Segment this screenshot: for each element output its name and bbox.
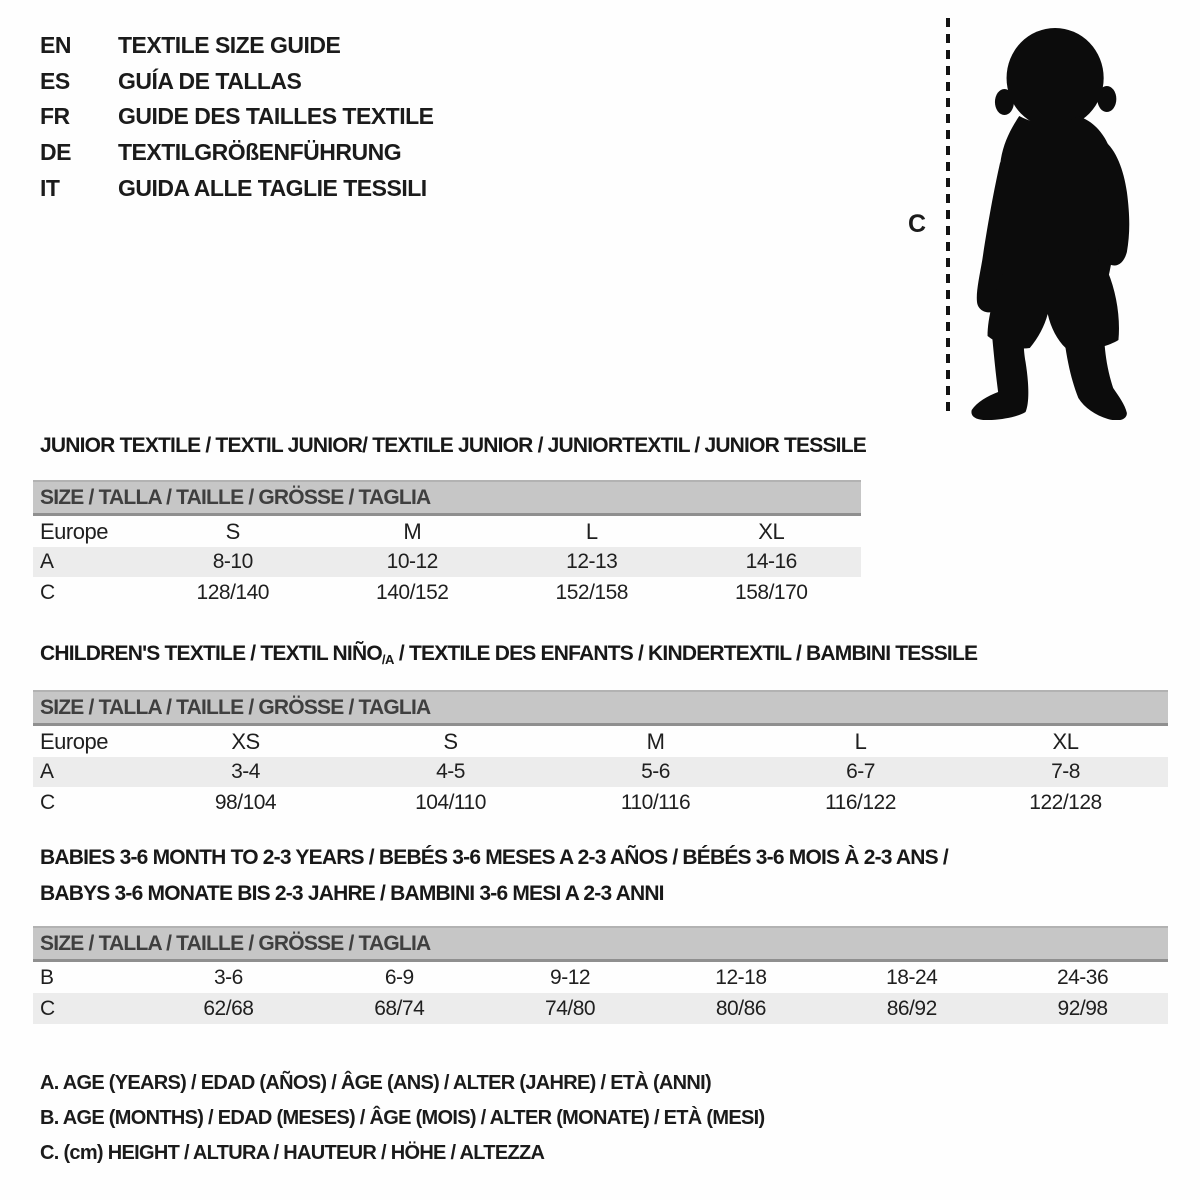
children-title-post: / TEXTILE DES ENFANTS / KINDERTEXTIL / BAMBINI TESSILE bbox=[393, 642, 978, 665]
table-cell: 110/116 bbox=[620, 790, 691, 814]
row-label: A bbox=[40, 760, 54, 783]
baby-silhouette bbox=[958, 20, 1148, 420]
table-cell: 152/158 bbox=[555, 580, 628, 604]
children-title-sub: /A bbox=[381, 652, 394, 667]
note-height-cm: C. (cm) HEIGHT / ALTURA / HAUTEUR / HÖHE / ALTEZZA bbox=[40, 1142, 545, 1164]
junior-size-table bbox=[33, 480, 861, 608]
table-cell: 62/68 bbox=[203, 996, 254, 1020]
table-cell: 12-18 bbox=[715, 965, 767, 989]
language-title: GUIDA ALLE TAGLIE TESSILI bbox=[118, 174, 427, 201]
table-cell: 128/140 bbox=[196, 580, 269, 604]
table-row-c bbox=[33, 577, 861, 608]
table-row-a bbox=[33, 547, 861, 577]
note-age-months: B. AGE (MONTHS) / EDAD (MESES) / ÂGE (MOIS) / ALTER (MONATE) / ETÀ (MESI) bbox=[40, 1107, 765, 1129]
table-cell: 104/110 bbox=[415, 790, 486, 814]
language-title: TEXTILE SIZE GUIDE bbox=[118, 32, 341, 59]
table-cell: 140/152 bbox=[376, 580, 449, 604]
header-cell: L bbox=[585, 518, 598, 544]
table-cell: 4-5 bbox=[436, 760, 465, 783]
row-label: B bbox=[40, 965, 54, 989]
header-cell: XL bbox=[1052, 728, 1079, 754]
table-cell: 116/122 bbox=[825, 790, 896, 814]
babies-section-title-line2: BABYS 3-6 MONATE BIS 2-3 JAHRE / BAMBINI 3-6 MESI A 2-3 ANNI bbox=[40, 882, 664, 905]
table-cell: 5-6 bbox=[641, 760, 670, 783]
size-header-bar: SIZE / TALLA / TAILLE / GRÖSSE / TAGLIA bbox=[33, 690, 1168, 726]
header-cell: M bbox=[646, 728, 665, 754]
language-row-en bbox=[40, 28, 434, 64]
row-label: C bbox=[40, 996, 55, 1020]
junior-section-title: JUNIOR TEXTILE / TEXTIL JUNIOR/ TEXTILE JUNIOR / JUNIORTEXTIL / JUNIOR TESSILE bbox=[40, 434, 866, 457]
language-code: DE bbox=[40, 139, 71, 166]
row-label: C bbox=[40, 580, 55, 604]
table-cell: 10-12 bbox=[386, 550, 438, 573]
table-cell: 86/92 bbox=[886, 996, 937, 1020]
language-code: ES bbox=[40, 67, 70, 94]
table-header-row bbox=[33, 726, 1168, 757]
table-cell: 7-8 bbox=[1051, 760, 1080, 783]
size-header-bar: SIZE / TALLA / TAILLE / GRÖSSE / TAGLIA bbox=[33, 926, 1168, 962]
table-cell: 18-24 bbox=[886, 965, 938, 989]
babies-section-title-line1: BABIES 3-6 MONTH TO 2-3 YEARS / BEBÉS 3-6 MESES A 2-3 AÑOS / BÉBÉS 3-6 MOIS À 2-3 ANS / bbox=[40, 846, 948, 869]
header-cell: XL bbox=[758, 518, 785, 544]
table-cell: 8-10 bbox=[212, 550, 253, 573]
table-row-b bbox=[33, 962, 1168, 993]
table-cell: 14-16 bbox=[745, 550, 797, 573]
babies-size-table bbox=[33, 926, 1168, 1024]
table-cell: 3-4 bbox=[231, 760, 260, 783]
language-list bbox=[40, 28, 434, 206]
table-cell: 6-7 bbox=[846, 760, 875, 783]
table-row-a bbox=[33, 757, 1168, 787]
header-cell: Europe bbox=[40, 728, 108, 754]
header-cell: XS bbox=[231, 728, 260, 754]
table-cell: 98/104 bbox=[214, 790, 277, 814]
size-header-bar: SIZE / TALLA / TAILLE / GRÖSSE / TAGLIA bbox=[33, 480, 861, 516]
header-cell: L bbox=[854, 728, 867, 754]
legend-notes bbox=[40, 1066, 764, 1171]
language-row-de bbox=[40, 135, 434, 171]
language-code: FR bbox=[40, 103, 70, 130]
header-cell: S bbox=[225, 518, 240, 544]
header-cell: S bbox=[443, 728, 458, 754]
table-cell: 92/98 bbox=[1057, 996, 1108, 1020]
table-cell: 3-6 bbox=[213, 965, 243, 989]
table-cell: 80/86 bbox=[715, 996, 766, 1020]
row-label: A bbox=[40, 550, 54, 573]
table-row-c bbox=[33, 787, 1168, 818]
table-cell: 12-13 bbox=[566, 550, 618, 573]
language-row-es bbox=[40, 64, 434, 100]
language-row-fr bbox=[40, 99, 434, 135]
height-measure-label: C bbox=[908, 210, 927, 238]
language-title: TEXTILGRÖßENFÜHRUNG bbox=[118, 139, 402, 166]
table-cell: 6-9 bbox=[384, 965, 414, 989]
table-cell: 9-12 bbox=[550, 965, 591, 989]
language-title: GUIDE DES TAILLES TEXTILE bbox=[118, 103, 434, 130]
height-dashed-line bbox=[946, 18, 950, 418]
language-row-it bbox=[40, 170, 434, 206]
language-code: IT bbox=[40, 174, 60, 201]
table-cell: 68/74 bbox=[374, 996, 425, 1020]
header-cell: M bbox=[403, 518, 422, 544]
table-cell: 122/128 bbox=[1029, 790, 1102, 814]
language-title: GUÍA DE TALLAS bbox=[118, 67, 302, 94]
table-header-row bbox=[33, 516, 861, 547]
children-size-table bbox=[33, 690, 1168, 818]
row-label: C bbox=[40, 790, 55, 814]
table-cell: 24-36 bbox=[1056, 965, 1109, 989]
children-title-pre: CHILDREN'S TEXTILE / TEXTIL NIÑO bbox=[40, 642, 382, 665]
header-cell: Europe bbox=[40, 518, 108, 544]
table-cell: 158/170 bbox=[735, 580, 808, 604]
table-cell: 74/80 bbox=[545, 996, 596, 1020]
table-row-c bbox=[33, 993, 1168, 1024]
note-age-years: A. AGE (YEARS) / EDAD (AÑOS) / ÂGE (ANS) / ALTER (JAHRE) / ETÀ (ANNI) bbox=[40, 1072, 711, 1094]
language-code: EN bbox=[40, 32, 71, 59]
children-section-title bbox=[40, 642, 977, 667]
